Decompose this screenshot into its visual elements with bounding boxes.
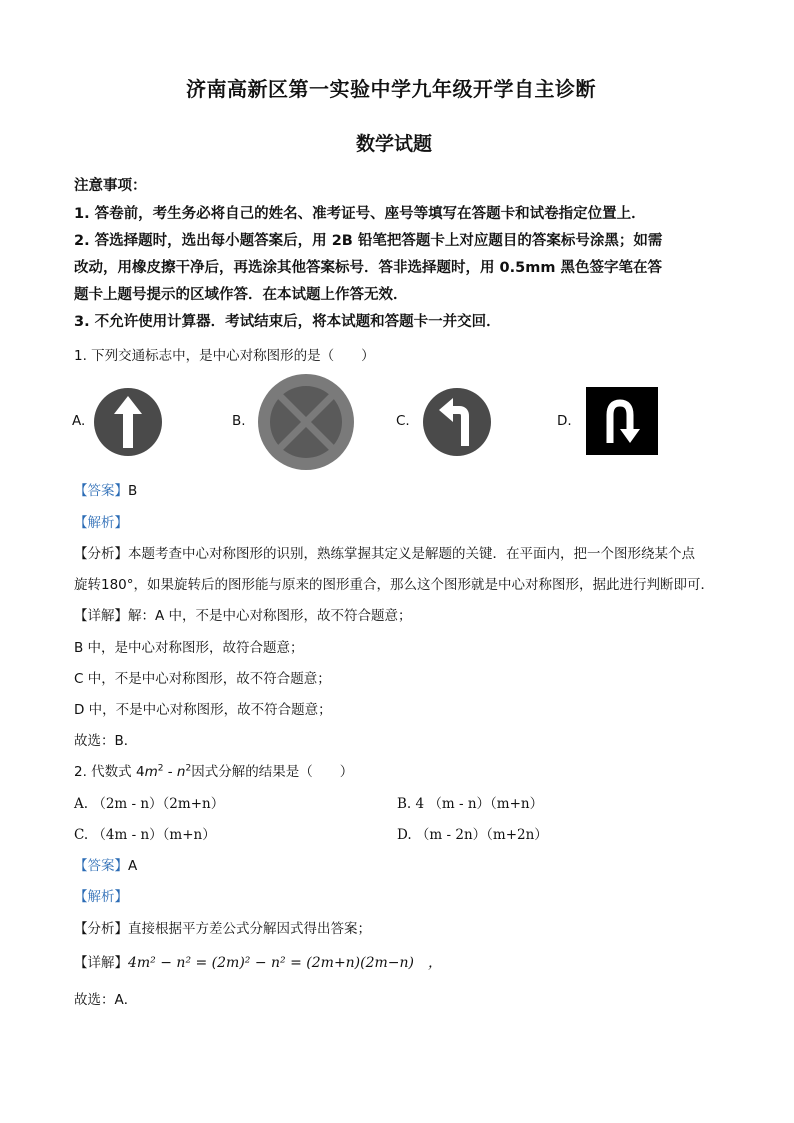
- q1-answer: [74, 479, 137, 499]
- q2-detail: [74, 951, 442, 972]
- q2-stem-post: 因式分解的结果是（ ）: [191, 764, 354, 780]
- q2-stem-minus: -: [163, 764, 177, 780]
- q2-option-a: A. （2m - n）（2m+n）: [74, 796, 225, 812]
- q2-stem-sup1: 2: [157, 763, 164, 774]
- q2-stem-m: m: [144, 764, 158, 780]
- q1-stem: 1. 下列交通标志中，是中心对称图形的是（ ）: [74, 348, 375, 364]
- left-turn-sign-icon: [421, 386, 493, 458]
- no-stopping-sign-icon: [256, 372, 356, 472]
- exam-subtitle: 数学试题: [356, 133, 433, 155]
- q2-stem-pre: 2. 代数式 4: [74, 764, 145, 780]
- q2-analysis-tag: 【解析】: [74, 889, 128, 905]
- answer-value: A: [128, 858, 138, 874]
- u-turn-sign-icon: [586, 387, 658, 455]
- q1-detail-line4: D 中，不是中心对称图形，故不符合题意；: [74, 702, 332, 718]
- q2-fenxi: [74, 917, 371, 937]
- q1-option-c-label: C.: [396, 413, 410, 429]
- detail-tag: 【详解】: [74, 955, 128, 971]
- q2-option-c: C. （4m - n）（m+n）: [74, 827, 216, 843]
- q1-fenxi-line1: [74, 542, 695, 562]
- fenxi-tag: 【分析】: [74, 546, 128, 562]
- fenxi-text: 本题考查中心对称图形的识别，熟练掌握其定义是解题的关键．在平面内，把一个图形绕某个点: [128, 546, 695, 562]
- q1-fenxi-line2: 旋转180°，如果旋转后的图形能与原来的图形重合，那么这个图形就是中心对称图形，据此进行判断即可．: [74, 577, 715, 593]
- fenxi-tag: 【分析】: [74, 921, 128, 937]
- q1-option-b-label: B.: [232, 413, 246, 429]
- detail-formula: 4m² − n² = (2m)² − n² = (2m+n)(2m−n) ，: [128, 955, 443, 971]
- q1-detail-line2: B 中，是中心对称图形，故符合题意；: [74, 640, 304, 656]
- q2-answer: [74, 854, 137, 874]
- notes-item-2-cont-b: 题卡上题号提示的区域作答．在本试题上作答无效．: [74, 287, 408, 303]
- fenxi-text: 直接根据平方差公式分解因式得出答案；: [128, 921, 371, 937]
- q1-detail-line1: [74, 604, 412, 624]
- q2-option-d: D. （m - 2n）（m+2n）: [397, 827, 548, 843]
- answer-tag: 【答案】: [74, 483, 128, 499]
- q2-conclusion: 故选：A．: [74, 992, 138, 1008]
- q2-option-b: B. 4 （m - n）（m+n）: [397, 796, 544, 812]
- q1-option-a-label: A.: [72, 413, 86, 429]
- answer-tag: 【答案】: [74, 858, 128, 874]
- exam-title: 济南高新区第一实验中学九年级开学自主诊断: [186, 77, 596, 101]
- detail-text: 解：A 中，不是中心对称图形，故不符合题意；: [128, 608, 412, 624]
- q1-analysis-tag: 【解析】: [74, 515, 128, 531]
- detail-tag: 【详解】: [74, 608, 128, 624]
- straight-arrow-sign-icon: [92, 386, 164, 458]
- notes-item-2-cont-a: 改动，用橡皮擦干净后，再选涂其他答案标号．答非选择题时，用 0.5mm 黑色签字笔在答: [74, 260, 662, 276]
- notes-item-3: 3. 不允许使用计算器．考试结束后，将本试题和答题卡一并交回．: [74, 314, 501, 330]
- answer-value: B: [128, 483, 138, 499]
- q1-conclusion: 故选：B．: [74, 733, 138, 749]
- q1-option-d-label: D.: [557, 413, 572, 429]
- notes-item-1: 1. 答卷前，考生务必将自己的姓名、准考证号、座号等填写在答题卡和试卷指定位置上．: [74, 206, 646, 222]
- q2-stem-n: n: [176, 764, 186, 780]
- q2-stem-sup2: 2: [185, 763, 192, 774]
- q2-stem: [74, 760, 353, 780]
- notes-item-2: 2. 答选择题时，选出每小题答案后，用 2B 铅笔把答题卡上对应题目的答案标号涂黑；如需: [74, 233, 663, 249]
- notes-heading: 注意事项：: [74, 178, 147, 194]
- q1-detail-line3: C 中，不是中心对称图形，故不符合题意；: [74, 671, 331, 687]
